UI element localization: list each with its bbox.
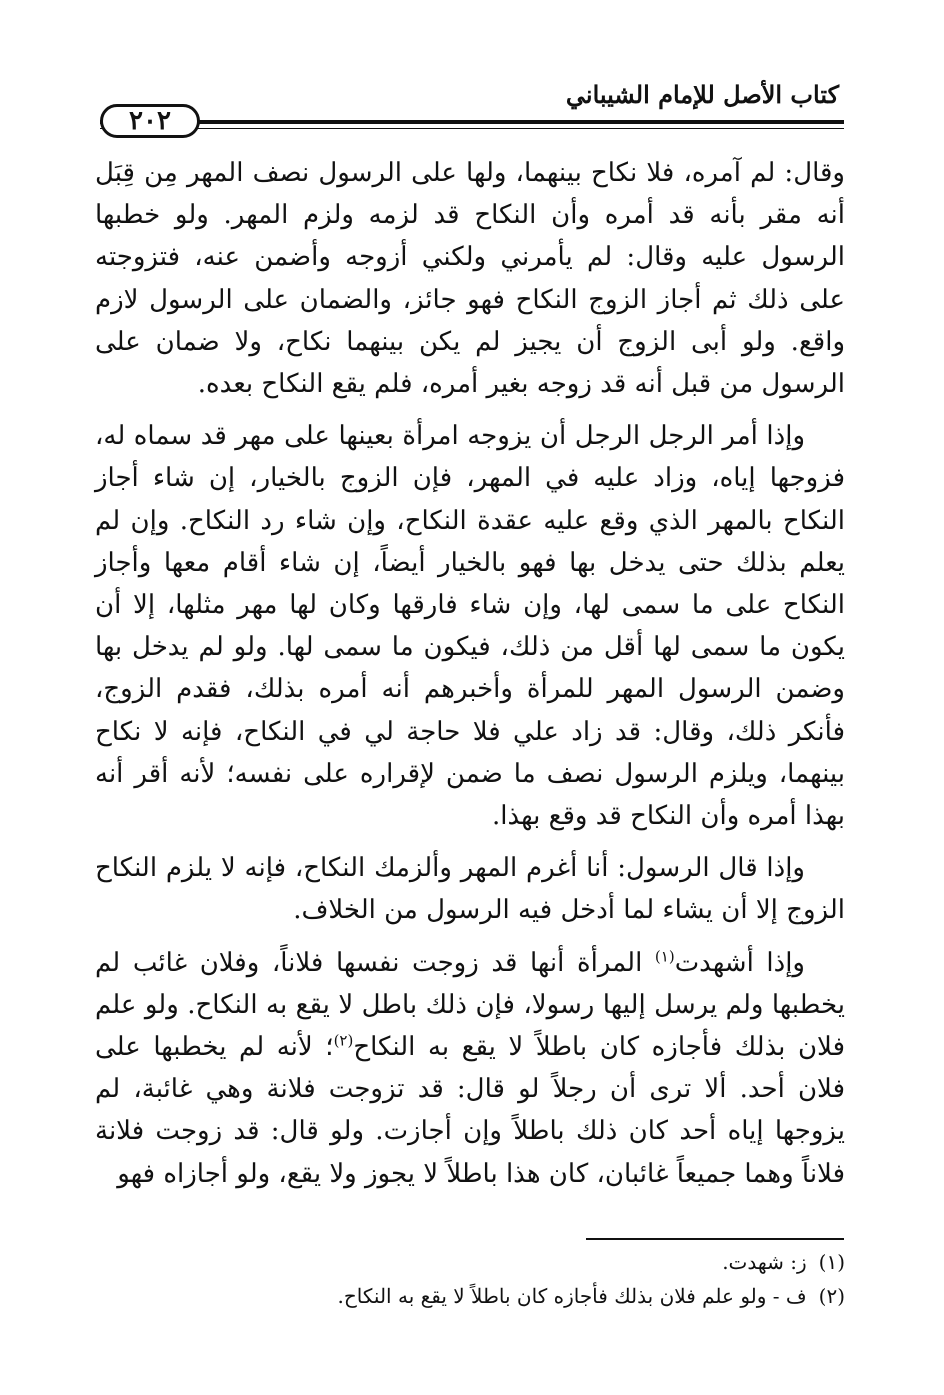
paragraph-1: وقال: لم آمره، فلا نكاح بينهما، ولها على الرسول نصف المهر مِن قِبَل أنه مقر بأنه قد أمره وأن النكاح قد لزمه ولزم المهر. ولو خطبها الرسول عليه وقال: لم يأمرني ولكني أزوجه وأضمن عنه، فتزوجته على ذلك ثم أجاز الزوج النكاح فهو جائز، والضمان على الرسول لازم واقع. ولو أبى الزوج أن يجيز لم يكن بينهما نكاح، ولا ضمان على الرسول من قبل أنه قد زوجه بغير أمره، فلم يقع النكاح بعده. xyxy=(95,158,846,400)
header-rule xyxy=(100,120,844,124)
main-text xyxy=(95,152,845,1205)
header-rule-thin xyxy=(100,128,844,129)
paragraph-4 xyxy=(95,942,845,1195)
footnotes xyxy=(100,1245,845,1313)
footnote-text: ف - ولو علم فلان بذلك فأجازه كان باطلاً لا يقع به النكاح. xyxy=(337,1284,807,1308)
footnote-separator xyxy=(586,1238,844,1240)
page-number: ٢٠٢ xyxy=(100,104,200,138)
footnote-ref-1[interactable]: (١) xyxy=(654,947,675,965)
footnote-1 xyxy=(100,1245,845,1279)
running-title: كتاب الأصل للإمام الشيباني xyxy=(565,80,839,109)
paragraph-3: وإذا قال الرسول: أنا أغرم المهر وألزمك النكاح، فإنه لا يلزم النكاح الزوج إلا أن يشاء لما أدخل فيه الرسول من الخلاف. xyxy=(95,853,845,926)
footnote-marker: (١) xyxy=(818,1250,845,1274)
paragraph-2: وإذا أمر الرجل الرجل أن يزوجه امرأة بعينها على مهر قد سماه له، فزوجها إياه، وزاد عليه في المهر، فإن الزوج بالخيار، إن شاء أجاز النكاح بالمهر الذي وقع عليه عقدة النكاح، وإن شاء رد النكاح. وإن لم يعلم بذلك حتى يدخل بها فهو بالخيار أيضاً، إن شاء أقام معها وأجاز النكاح على ما سمى لها، وإن شاء فارقها وكان لها مهر مثلها، إلا أن يكون ما سمى لها أقل من ذلك، فيكون ما سمى لها. ولو لم يدخل بها وضمن الرسول المهر للمرأة وأخبرهم أنه أمره بذلك، فقدم الزوج، فأنكر ذلك، وقال: قد زاد علي فلا حاجة لي في النكاح، فإنه لا نكاح بينهما، ويلزم الرسول نصف ما ضمن لإقراره على نفسه؛ لأنه أقر أنه بهذا أمره وأن النكاح قد وقع بهذا. xyxy=(95,421,845,832)
paragraph-4-text-a: وإذا أشهدت xyxy=(674,947,805,978)
footnote-ref-2[interactable]: (٢) xyxy=(333,1031,354,1050)
footnote-2 xyxy=(100,1279,845,1313)
footnote-text: ز: شهدت. xyxy=(722,1250,807,1274)
footnote-marker: (٢) xyxy=(818,1284,845,1308)
paragraph-4-text-c: ؛ لأنه لم يخطبها على فلان أحد. ألا ترى أن رجلاً لو قال: قد تزوجت فلانة وهي غائبة، لم يزوجها إياه أحد كان ذلك باطلاً وإن أجازت. ولو قال: قد زوجت فلانة فلاناً وهما جميعاً غائبان، كان هذا باطلاً لا يجوز ولا يقع، ولو أجازاه فهو xyxy=(95,1032,845,1189)
paragraph-4-text-b: المرأة أنها قد زوجت نفسها فلاناً، وفلان غائب لم يخطبها ولم يرسل إليها رسولا، فإن ذلك باطل لا يقع به النكاح. ولو علم فلان بذلك فأجازه كان باطلاً لا يقع به النكاح xyxy=(95,947,845,1063)
